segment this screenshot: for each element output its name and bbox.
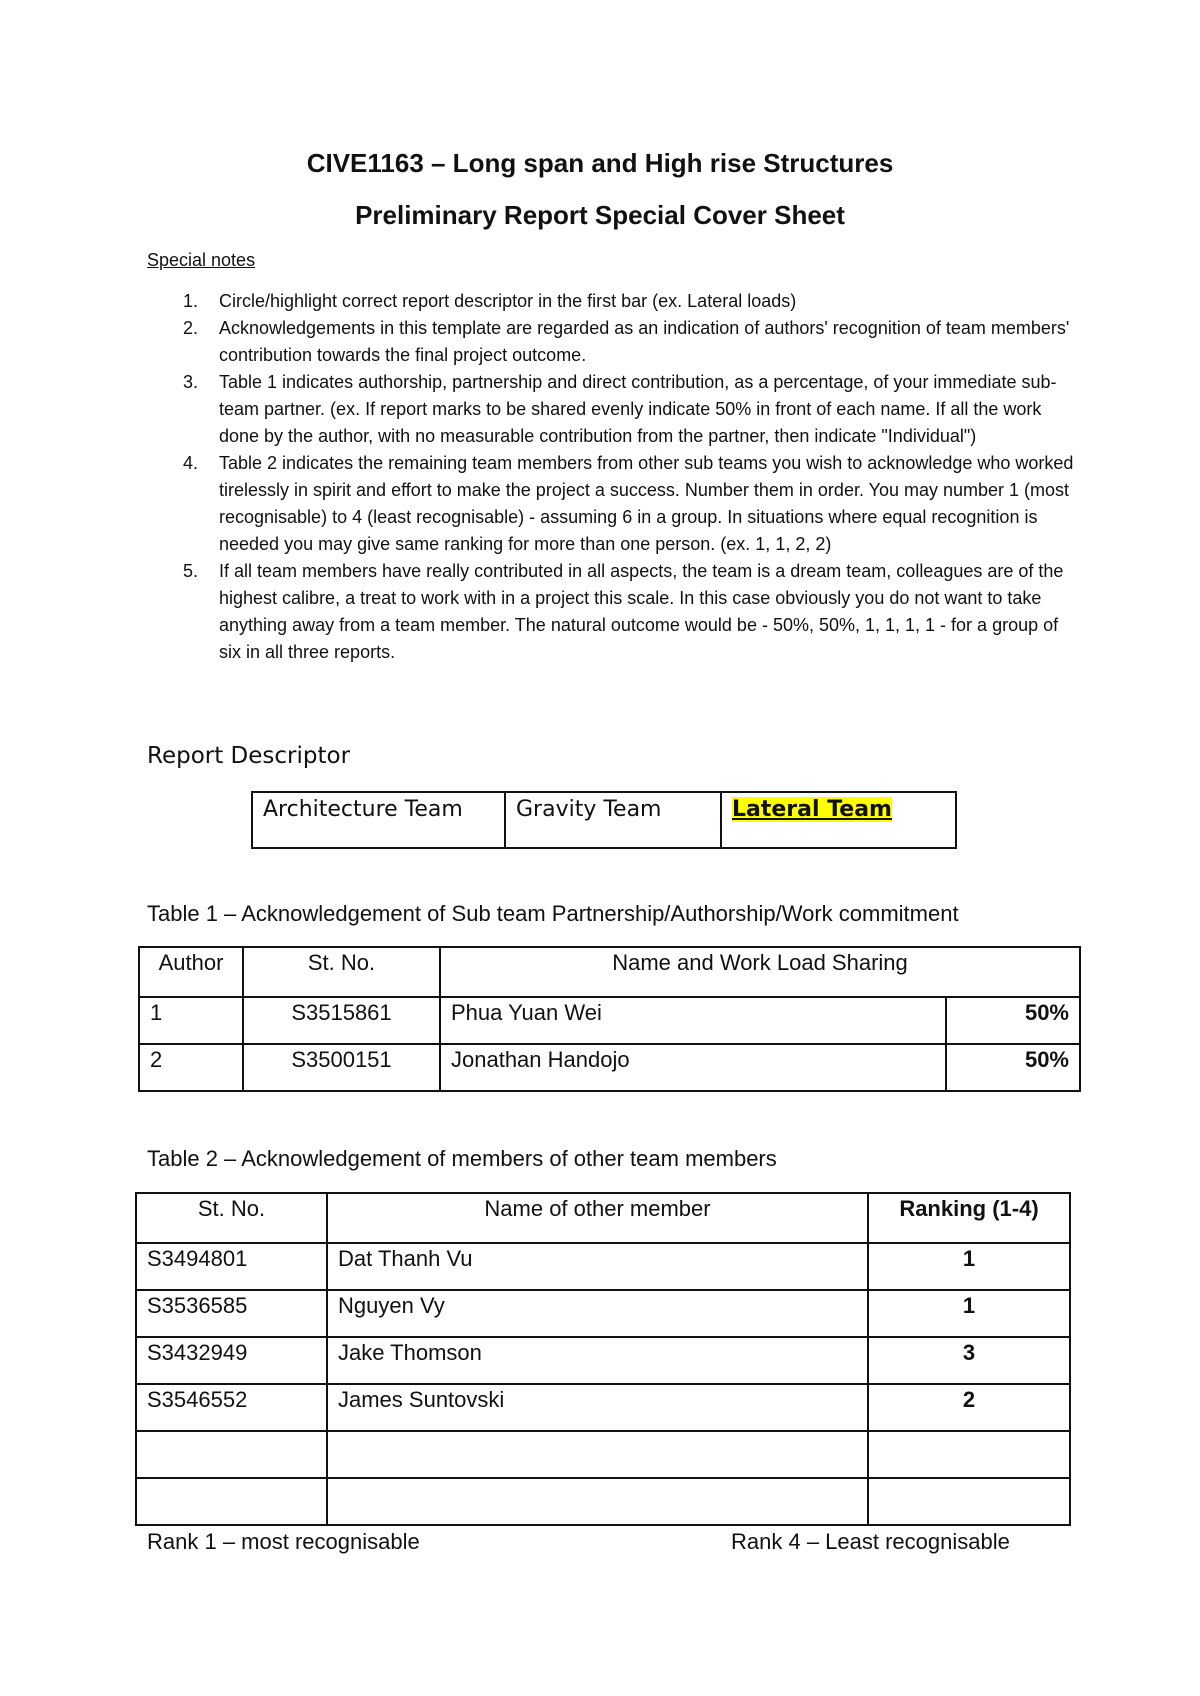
note-text: Table 2 indicates the remaining team members from other sub teams you wish to acknowledge who worked tirelessly in spirit and effort to make the project a success. Number them in order. You may number 1 (most recognisable) to 4 (least recognisable) - assuming 6 in a group. In situations where equal recognition is needed you may give same ranking for more than one person. (ex. 1, 1, 2, 2) xyxy=(219,453,1074,554)
table-row xyxy=(136,1384,1070,1431)
ranking-cell[interactable] xyxy=(868,1431,1070,1478)
note-text: Table 1 indicates authorship, partnership and direct contribution, as a percentage, of your immediate sub-team partner. (ex. If report marks to be shared evenly indicate 50% in front of each name. If all the work done by the author, with no measurable contribution from the partner, then indicate "Individual") xyxy=(219,372,1057,446)
document-title: CIVE1163 – Long span and High rise Structures xyxy=(306,148,894,178)
ranking-cell[interactable]: 2 xyxy=(868,1384,1070,1431)
document-subtitle: Preliminary Report Special Cover Sheet xyxy=(355,200,845,230)
table-row xyxy=(136,1243,1070,1290)
descriptor-option-architecture[interactable] xyxy=(252,792,505,848)
table-row xyxy=(139,1044,1080,1091)
column-header-author: Author xyxy=(139,947,243,997)
author-cell[interactable]: 1 xyxy=(139,997,243,1044)
member-name-cell[interactable]: Dat Thanh Vu xyxy=(327,1243,868,1290)
ranking-cell[interactable]: 3 xyxy=(868,1337,1070,1384)
share-cell[interactable]: 50% xyxy=(946,997,1080,1044)
st-no-cell[interactable] xyxy=(136,1478,327,1525)
st-no-cell[interactable]: S3546552 xyxy=(136,1384,327,1431)
descriptor-option-lateral-selected[interactable] xyxy=(721,792,956,848)
st-no-cell[interactable]: S3500151 xyxy=(243,1044,440,1091)
note-text: If all team members have really contributed in all aspects, the team is a dream team, colleagues are of the highest calibre, a treat to work with in a project this scale. In this case obviously you do not want to take anything away from a team member. The natural outcome would be - 50%, 50%, 1, 1, 1, 1 - for a group of six in all three reports. xyxy=(219,561,1064,662)
name-cell[interactable]: Jonathan Handojo xyxy=(440,1044,946,1091)
table-header-row xyxy=(136,1193,1070,1243)
table-row-empty xyxy=(136,1431,1070,1478)
note-item xyxy=(147,558,1077,666)
table-row xyxy=(139,997,1080,1044)
ranking-cell[interactable] xyxy=(868,1478,1070,1525)
column-header-member-name: Name of other member xyxy=(327,1193,868,1243)
authorship-table xyxy=(138,946,1081,1092)
st-no-cell[interactable]: S3494801 xyxy=(136,1243,327,1290)
report-descriptor-table xyxy=(251,791,957,849)
member-name-cell[interactable] xyxy=(327,1431,868,1478)
descriptor-option-label: Gravity Team xyxy=(516,797,662,822)
column-header-ranking: Ranking (1-4) xyxy=(868,1193,1070,1243)
member-name-cell[interactable] xyxy=(327,1478,868,1525)
member-name-cell[interactable]: Nguyen Vy xyxy=(327,1290,868,1337)
member-name-cell[interactable]: James Suntovski xyxy=(327,1384,868,1431)
descriptor-option-label: Architecture Team xyxy=(263,797,463,822)
column-header-st-no: St. No. xyxy=(243,947,440,997)
recognition-table xyxy=(135,1192,1071,1526)
note-item xyxy=(147,369,1077,450)
note-item xyxy=(147,315,1077,369)
special-notes-list xyxy=(147,288,1077,666)
descriptor-option-label-highlighted: Lateral Team xyxy=(732,797,892,822)
note-number: 5. xyxy=(183,561,199,581)
name-cell[interactable]: Phua Yuan Wei xyxy=(440,997,946,1044)
note-text: Circle/highlight correct report descriptor in the first bar (ex. Lateral loads) xyxy=(219,291,797,311)
rank-legend-least: Rank 4 – Least recognisable xyxy=(731,1529,1010,1554)
st-no-cell[interactable] xyxy=(136,1431,327,1478)
st-no-cell[interactable]: S3515861 xyxy=(243,997,440,1044)
table1-caption: Table 1 – Acknowledgement of Sub team Partnership/Authorship/Work commitment xyxy=(147,901,959,926)
note-number: 2. xyxy=(183,318,199,338)
note-item xyxy=(147,450,1077,558)
note-item xyxy=(147,288,1077,315)
ranking-cell[interactable]: 1 xyxy=(868,1290,1070,1337)
special-notes-heading: Special notes xyxy=(147,250,256,270)
table-row xyxy=(136,1290,1070,1337)
note-number: 1. xyxy=(183,291,199,311)
descriptor-option-gravity[interactable] xyxy=(505,792,721,848)
rank-legend-most: Rank 1 – most recognisable xyxy=(147,1529,420,1554)
note-number: 3. xyxy=(183,372,199,392)
table-row xyxy=(136,1337,1070,1384)
report-descriptor-heading: Report Descriptor xyxy=(147,743,351,769)
member-name-cell[interactable]: Jake Thomson xyxy=(327,1337,868,1384)
note-text: Acknowledgements in this template are regarded as an indication of authors' recognition of team members' contribution towards the final project outcome. xyxy=(219,318,1070,365)
author-cell[interactable]: 2 xyxy=(139,1044,243,1091)
note-number: 4. xyxy=(183,453,199,473)
st-no-cell[interactable]: S3536585 xyxy=(136,1290,327,1337)
table-row-empty xyxy=(136,1478,1070,1525)
ranking-cell[interactable]: 1 xyxy=(868,1243,1070,1290)
table-header-row xyxy=(139,947,1080,997)
column-header-st-no: St. No. xyxy=(136,1193,327,1243)
st-no-cell[interactable]: S3432949 xyxy=(136,1337,327,1384)
table2-caption: Table 2 – Acknowledgement of members of other team members xyxy=(147,1146,777,1171)
column-header-name-sharing: Name and Work Load Sharing xyxy=(440,947,1080,997)
share-cell[interactable]: 50% xyxy=(946,1044,1080,1091)
